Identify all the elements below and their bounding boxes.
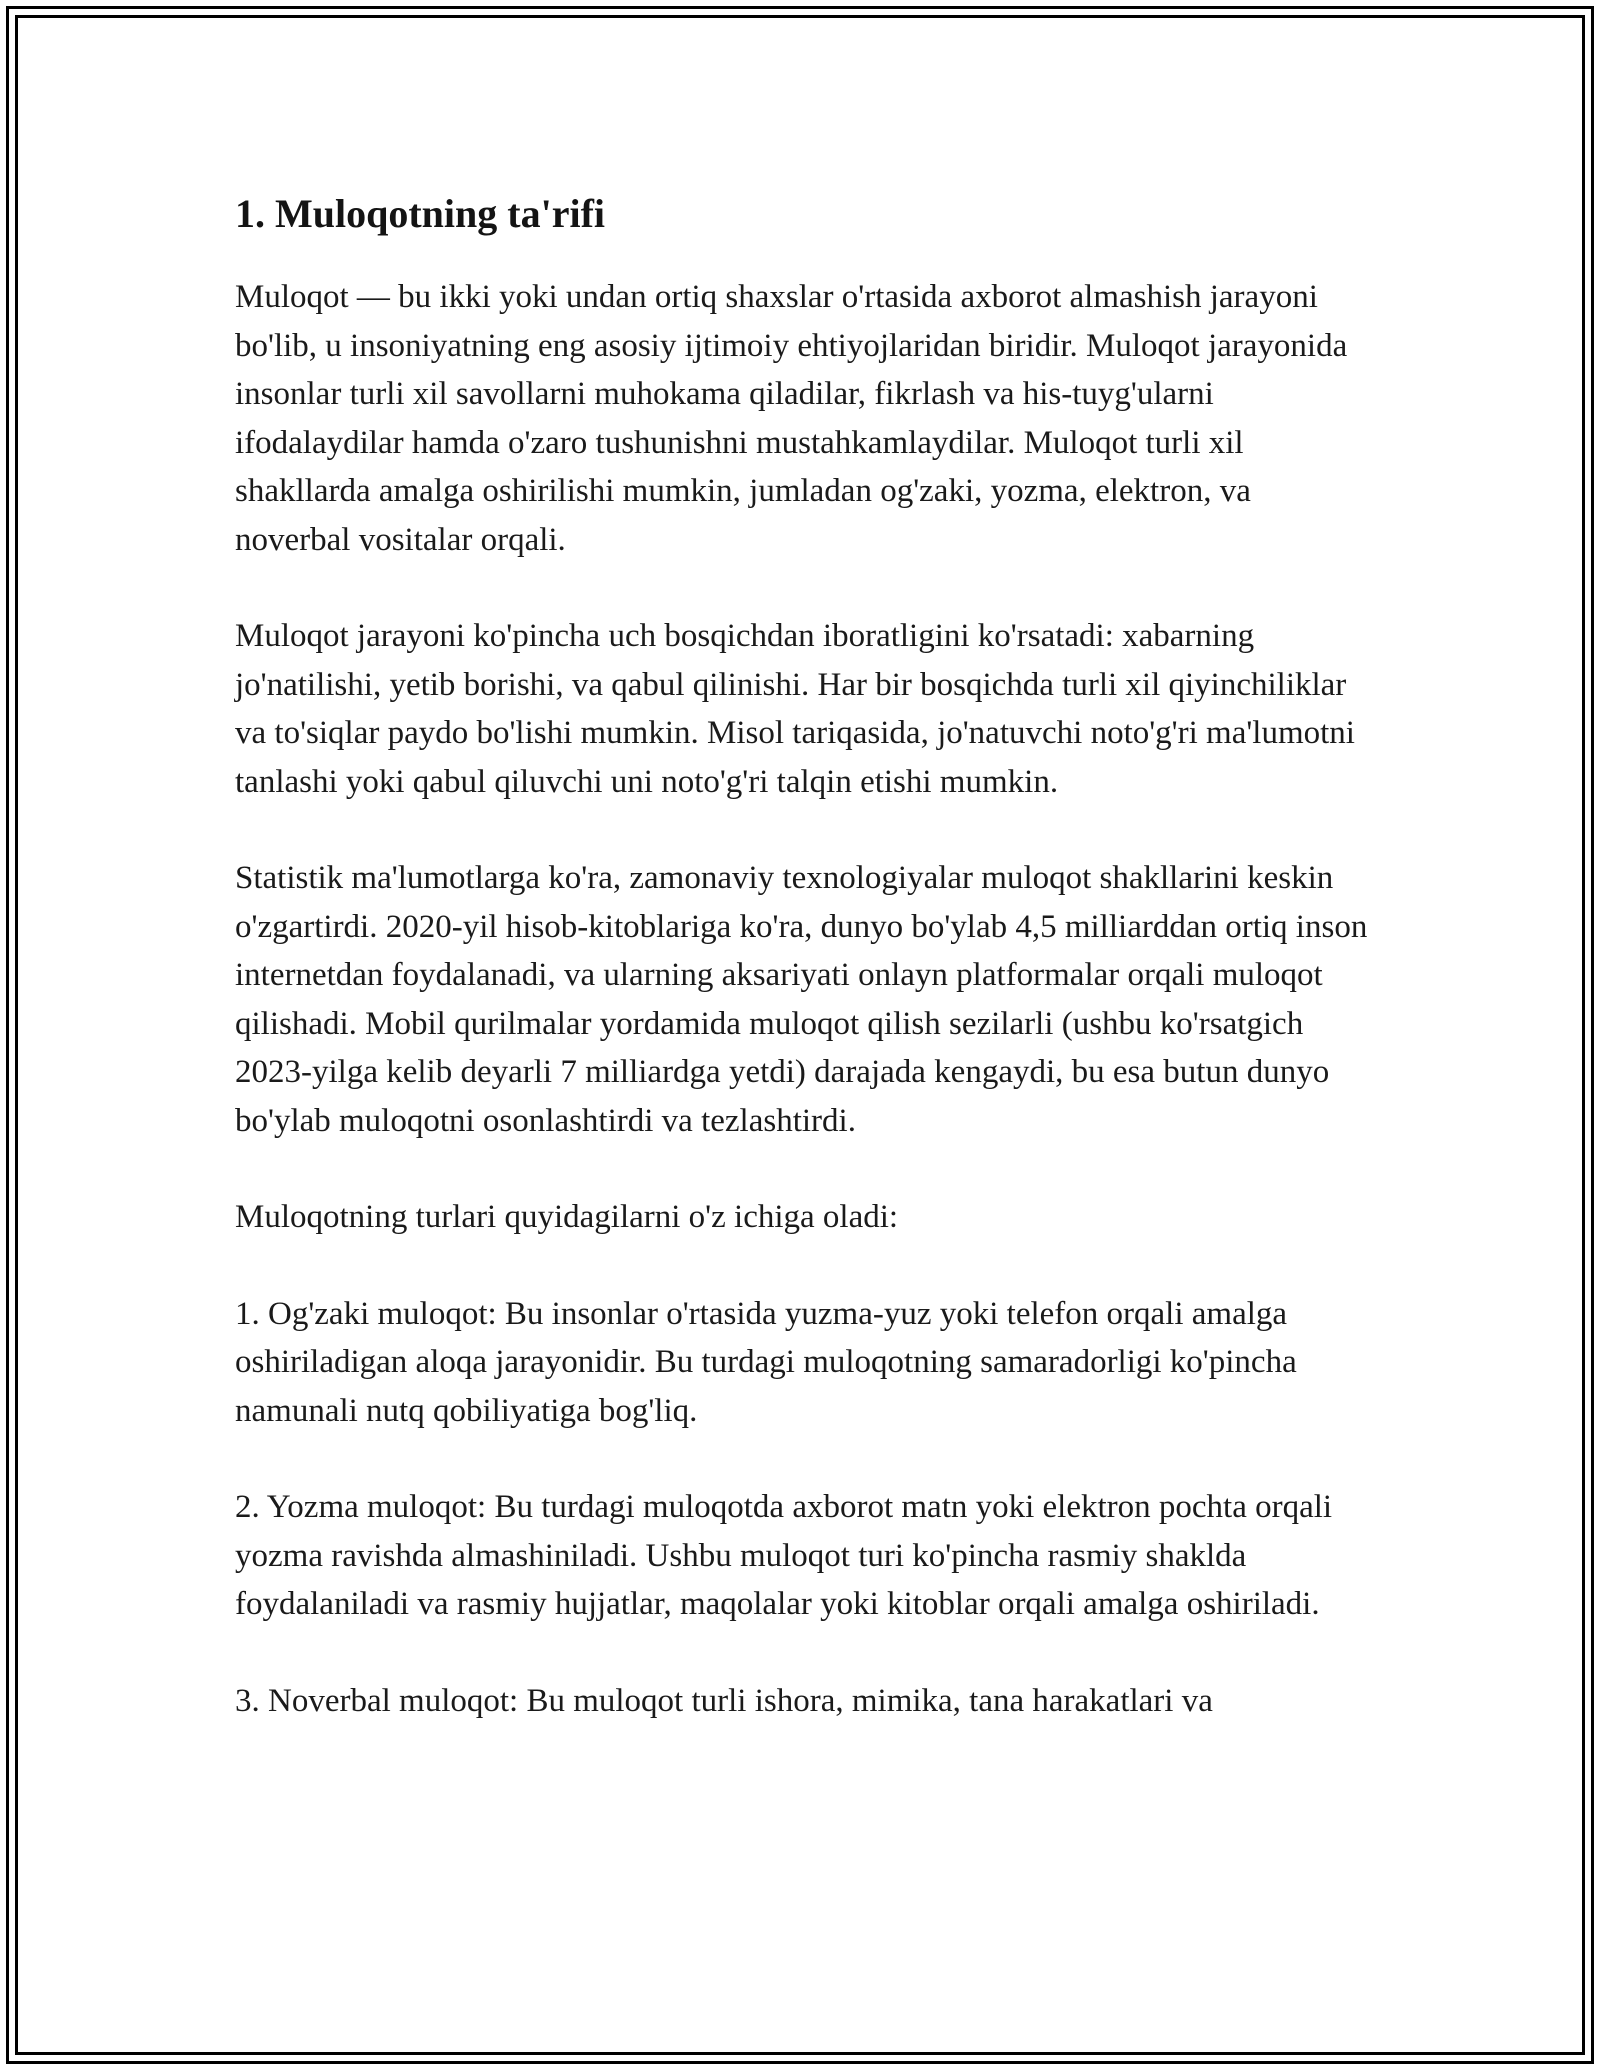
- paragraph-definition: Muloqot — bu ikki yoki undan ortiq shaxslar o'rtasida axborot almashish jarayoni bo'lib, u insoniyatning eng asosiy ijtimoiy ehtiyojlaridan biridir. Muloqot jarayonida insonlar turli xil savollarni muhokama qiladilar, fikrlash va his-tuyg'ularni ifodalaydilar hamda o'zaro tushunishni mustahkamlaydilar. Muloqot turli xil shakllarda amalga oshirilishi mumkin, jumladan og'zaki, yozma, elektron, va noverbal vositalar orqali.: [235, 279, 1348, 558]
- paragraph-types-intro: Muloqotning turlari quyidagilarni o'z ichiga oladi:: [235, 1199, 899, 1235]
- list-item-written: 2. Yozma muloqot: Bu turdagi muloqotda axborot matn yoki elektron pochta orqali yozma ravishda almashiniladi. Ushbu muloqot turi ko'pincha rasmiy shaklda foydalaniladi va rasmiy hujjatlar, maqolalar yoki kitoblar orqali amalga oshiriladi.: [235, 1489, 1333, 1622]
- list-item-nonverbal: 3. Noverbal muloqot: Bu muloqot turli ishora, mimika, tana harakatlari va: [235, 1682, 1213, 1719]
- list-item-oral: 1. Og'zaki muloqot: Bu insonlar o'rtasida yuzma-yuz yoki telefon orqali amalga oshiriladigan aloqa jarayonidir. Bu turdagi muloqotning samaradorligi ko'pincha namunali nutq qobiliyatiga bog'liq.: [235, 1295, 1297, 1429]
- paragraph-statistics: Statistik ma'lumotlarga ko'ra, zamonaviy texnologiyalar muloqot shakllarini keskin o'zgartirdi. 2020-yil hisob-kitoblariga ko'ra, dunyo bo'ylab 4,5 milliarddan ortiq inson internetdan foydalanadi, va ularning aksariyati onlayn platformalar orqali muloqot qilishadi. Mobil qurilmalar yordamida muloqot qilish sezilarli (ushbu ko'rsatgich 2023-yilga kelib deyarli 7 milliardga yetdi) darajada kengaydi, bu esa butun dunyo bo'ylab muloqotni osonlashtirdi va tezlashtirdi.: [235, 860, 1368, 1139]
- paragraph-stages: Muloqot jarayoni ko'pincha uch bosqichdan iboratligini ko'rsatadi: xabarning jo'natilishi, yetib borishi, va qabul qilinishi. Har bir bosqichda turli xil qiyinchiliklar va to'siqlar paydo bo'lishi mumkin. Misol tariqasida, jo'natuvchi noto'g'ri ma'lumotni tanlashi yoki qabul qiluvchi uni noto'g'ri talqin etishi mumkin.: [235, 618, 1355, 800]
- document-body: [235, 188, 1370, 1725]
- section-heading: 1. Muloqotning ta'rifi: [235, 191, 606, 236]
